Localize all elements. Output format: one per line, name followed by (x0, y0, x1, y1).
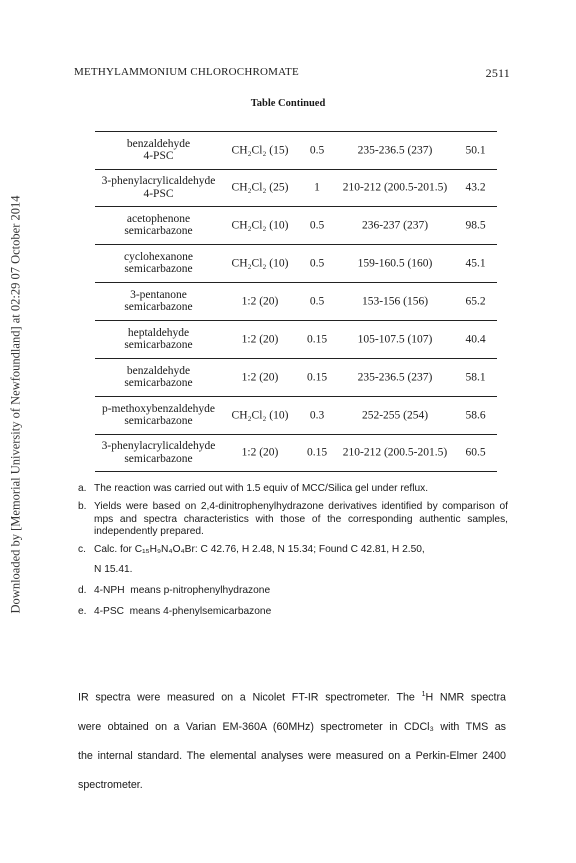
superscript: 1 (421, 691, 426, 698)
time-cell: 0.5 (309, 219, 325, 232)
compound-line: semicarbazone (124, 377, 193, 390)
time-cell: 0.5 (309, 295, 325, 308)
compound-line: acetophenone (126, 212, 191, 225)
footnote-b (78, 501, 508, 539)
compound-line: 4-PSC (143, 188, 174, 200)
time-cell: 1 (314, 181, 320, 194)
yield-cell: 43.2 (465, 181, 486, 194)
compound-line: cyclohexanone (124, 250, 193, 263)
mp-cell: 236-237 (237) (361, 219, 429, 232)
mp-cell: 252-255 (254) (361, 409, 429, 422)
download-notice: Downloaded by [Memorial University of Newfoundland] at 02:29 07 October 2014 (8, 195, 23, 613)
compound-line: semicarbazone (124, 225, 193, 238)
compound-line: heptaldehyde (127, 326, 190, 339)
paragraph-text: IR spectra were measured on a Nicolet FT-IR spectrometer. The (78, 691, 422, 704)
table-row (95, 245, 497, 283)
download-notice-margin (6, 144, 26, 664)
running-header (74, 66, 510, 81)
mp-cell: 210-212 (200.5-201.5) (342, 181, 448, 194)
time-cell: 0.15 (306, 446, 328, 459)
compound-line: benzaldehyde (126, 137, 191, 150)
compound-cell (95, 365, 222, 391)
time-cell: 0.3 (309, 409, 325, 422)
footnote-text: Yields were based on 2,4-dinitrophenylhydrazone derivatives identified by comparison of mps and spectra characteristics with those of the corresponding authentic samples, independently prepared. (94, 500, 508, 538)
footnote-key: e. (78, 605, 87, 617)
table-row (95, 435, 497, 472)
mp-cell: 235-236.5 (237) (357, 371, 433, 384)
footnote-text: Calc. for C₁₅H₉N₄O₄Br: C 42.76, H 2.48, N 15.34; Found C 42.81, H 2.50, (94, 544, 425, 556)
yield-cell: 58.6 (465, 409, 486, 422)
compound-cell (95, 138, 222, 164)
table-row (95, 207, 497, 245)
solvent-cell: CH₂Cl₂ (10) (231, 219, 289, 232)
compound-line: semicarbazone (124, 339, 193, 352)
table-row (95, 321, 497, 359)
mp-cell: 210-212 (200.5-201.5) (342, 446, 448, 459)
compound-line: 3-phenylacrylicaldehyde (101, 175, 216, 188)
footnote-text: 4-NPH means p-nitrophenylhydrazone (94, 584, 271, 596)
compound-cell (95, 327, 222, 353)
compound-cell (95, 213, 222, 239)
time-cell: 0.15 (306, 371, 328, 384)
mp-cell: 153-156 (156) (361, 295, 429, 308)
yield-cell: 45.1 (465, 257, 486, 270)
table-row (95, 283, 497, 321)
compound-line: benzaldehyde (126, 364, 191, 377)
solvent-cell: 1:2 (20) (241, 295, 279, 308)
paragraph-line (78, 680, 506, 713)
compound-cell (95, 403, 222, 429)
compound-cell (95, 289, 222, 315)
compound-line: semicarbazone (124, 415, 193, 428)
solvent-cell: CH₂Cl₂ (10) (231, 257, 289, 270)
solvent-cell: 1:2 (20) (241, 333, 279, 346)
yield-cell: 58.1 (465, 371, 486, 384)
footnote-e (78, 606, 508, 619)
paragraph-line: spectrometer. (78, 778, 143, 791)
results-table (95, 131, 497, 472)
experimental-paragraph (78, 680, 506, 800)
table-row (95, 359, 497, 397)
yield-cell: 40.4 (465, 333, 486, 346)
solvent-cell: 1:2 (20) (241, 371, 279, 384)
compound-line: 3-phenylacrylicaldehyde (101, 440, 216, 453)
time-cell: 0.15 (306, 333, 328, 346)
yield-cell: 65.2 (465, 295, 486, 308)
table-row (95, 132, 497, 170)
footnote-a (78, 483, 508, 496)
compound-line: semicarbazone (124, 453, 193, 465)
compound-line: semicarbazone (124, 263, 193, 276)
footnote-key: d. (78, 584, 87, 596)
compound-line: p-methoxybenzaldehyde (101, 402, 216, 415)
footnote-key: b. (78, 500, 87, 512)
footnote-text: 4-PSC means 4-phenylsemicarbazone (94, 605, 272, 617)
table-caption: Table Continued (250, 98, 326, 109)
compound-line: 4-PSC (143, 150, 174, 163)
mp-cell: 235-236.5 (237) (357, 144, 433, 157)
running-title: METHYLAMMONIUM CHLOROCHROMATE (74, 66, 299, 78)
compound-cell (95, 440, 222, 466)
yield-cell: 60.5 (465, 446, 486, 459)
footnote-d (78, 585, 508, 598)
table-footnotes (78, 483, 508, 623)
solvent-cell: CH₂Cl₂ (15) (231, 144, 289, 157)
mp-cell: 105-107.5 (107) (357, 333, 433, 346)
table-row (95, 170, 497, 207)
footnote-key: a. (78, 483, 87, 494)
mp-cell: 159-160.5 (160) (357, 257, 433, 270)
paragraph-text: H NMR spectra (425, 691, 506, 704)
compound-line: semicarbazone (124, 301, 193, 314)
footnote-text: The reaction was carried out with 1.5 equiv of MCC/Silica gel under reflux. (94, 483, 429, 494)
footnote-c (78, 544, 508, 577)
time-cell: 0.5 (309, 257, 325, 270)
compound-line: 3-pentanone (130, 288, 187, 301)
solvent-cell: CH₂Cl₂ (10) (231, 409, 289, 422)
paragraph-line: the internal standard. The elemental analyses were measured on a Perkin-Elmer 2400 (78, 749, 506, 762)
compound-cell (95, 175, 222, 201)
solvent-cell: CH₂Cl₂ (25) (231, 181, 289, 194)
page-number: 2511 (485, 66, 510, 80)
solvent-cell: 1:2 (20) (241, 446, 279, 459)
table-row (95, 397, 497, 435)
yield-cell: 50.1 (465, 144, 486, 157)
time-cell: 0.5 (309, 144, 325, 157)
yield-cell: 98.5 (465, 219, 486, 232)
footnote-key: c. (78, 544, 86, 556)
paragraph-line: were obtained on a Varian EM-360A (60MHz) spectrometer in CDCl₃ with TMS as (78, 720, 506, 733)
compound-cell (95, 251, 222, 277)
footnote-continuation: N 15.41. (94, 563, 133, 575)
